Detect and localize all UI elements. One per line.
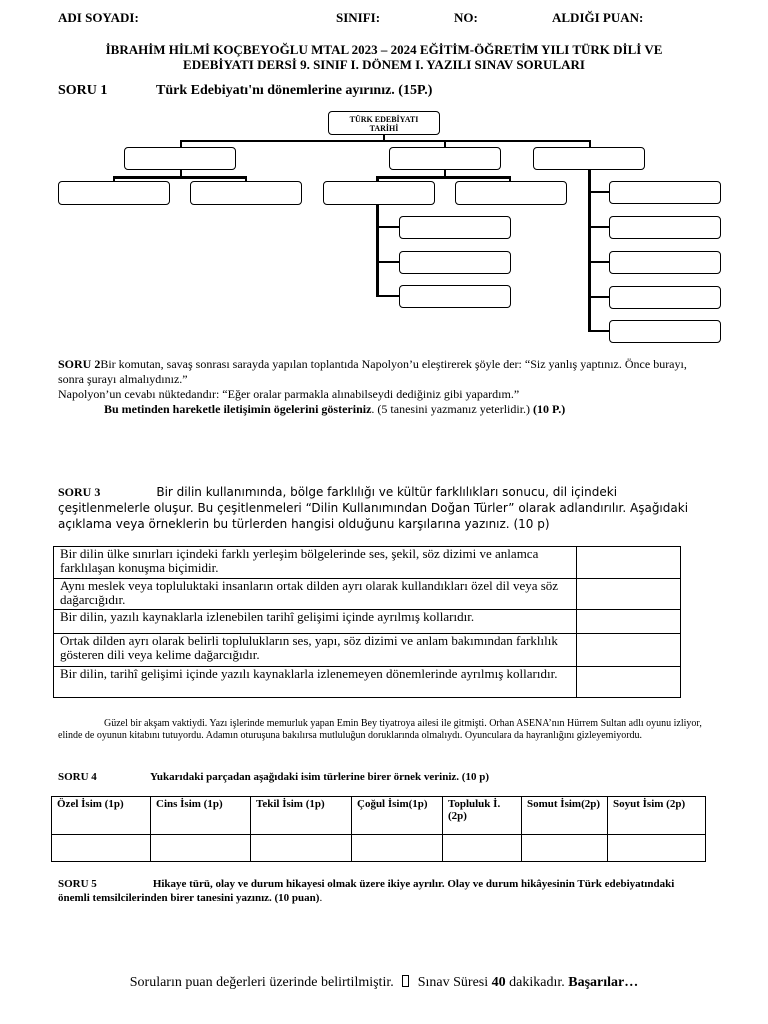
q2-note: . (5 tanesini yazmanız yeterlidir.): [371, 402, 531, 416]
q3-answer-cell[interactable]: [577, 610, 681, 634]
column-header: Topluluk İ. (2p): [443, 797, 522, 835]
column-header: Tekil İsim (1p): [251, 797, 352, 835]
q5-text: Hikaye türü, olay ve durum hikayesi olmak üzere ikiye ayrılır. Olay ve durum hikâyesinin Türk edebiyatındaki önemli temsilcilerinden birer tanesini yazınız. (10 puan): [58, 878, 675, 904]
answer-box-period-1[interactable]: [124, 147, 236, 170]
q4-answer-cell[interactable]: [522, 835, 608, 862]
diagram-line: [588, 330, 610, 332]
diagram-line: [588, 296, 610, 298]
diagram-line: [376, 226, 400, 228]
q3-table: [53, 546, 681, 698]
footer-points-note: Soruların puan değerleri üzerinde belirtilmiştir.: [129, 975, 394, 990]
column-header: Somut İsim(2p): [522, 797, 608, 835]
answer-box-3a[interactable]: [609, 181, 721, 204]
root-box-line1: TÜRK EDEBİYATI: [349, 115, 419, 124]
footer-duration-unit: dakikadır.: [509, 975, 565, 990]
q2-instruction: Bu metinden hareketle iletişimin ögelerini gösteriniz: [104, 402, 372, 416]
answer-box-period-2[interactable]: [389, 147, 501, 170]
column-header: Çoğul İsim(1p): [352, 797, 443, 835]
q3-text: Bir dilin kullanımında, bölge farklılığı ve kültür farklılıkları sonucu, dil içindeki çeşitlenmelerle oluşur. Bu çeşitlenmeleri “Dilin Kullanımından Doğan Türler” olarak adlandırılır. Aşağıdaki açıklama veya örneklerin bu türlerden hangisi olduğunu karşılarına yazınız. (10 p): [58, 485, 689, 531]
number-label: NO:: [454, 10, 478, 25]
column-header: Özel İsim (1p): [52, 797, 151, 835]
diagram-line: [588, 226, 610, 228]
answer-box-3e[interactable]: [609, 320, 721, 343]
name-label: ADI SOYADI:: [58, 10, 139, 25]
q2-text: Bir komutan, savaş sonrası sarayda yapılan toplantıda Napolyon’u eleştirerek şöyle der: “Siz yanlış yaptınız. Önce burayı, sonra şurayı almalıydınız.”: [58, 357, 687, 386]
diagram-line: [180, 140, 591, 142]
q4-table: [51, 796, 706, 862]
diagram-line: [588, 191, 610, 193]
footer-minutes: 40: [491, 975, 506, 990]
column-header: Cins İsim (1p): [151, 797, 251, 835]
answer-box-1b[interactable]: [190, 181, 302, 205]
answer-box-1a[interactable]: [58, 181, 170, 205]
q3-answer-cell[interactable]: [577, 634, 681, 667]
class-label: SINIFI:: [336, 10, 381, 25]
diagram-line: [376, 176, 511, 179]
q3-row-text: Bir dilin ülke sınırları içindeki farklı yerleşim bölgelerinde ses, şekil, söz dizimi ve anlamca farklılaşan konuşma biçimidir.: [54, 547, 577, 579]
q5-block: [58, 877, 708, 905]
q3-answer-cell[interactable]: [577, 667, 681, 698]
q4-answer-cell[interactable]: [608, 835, 706, 862]
table-row: [54, 579, 681, 610]
footer-wish: Başarılar…: [568, 975, 639, 990]
answer-box-2c[interactable]: [399, 216, 511, 239]
root-box-line2: TARİHİ: [369, 124, 399, 133]
q3-answer-cell[interactable]: [577, 547, 681, 579]
q2-points: (10 P.): [533, 402, 566, 416]
q2-block: [58, 357, 698, 417]
q3-block: [58, 484, 698, 532]
q4-answer-cell[interactable]: [52, 835, 151, 862]
answer-box-3c[interactable]: [609, 251, 721, 274]
footer-bullet-icon: [402, 975, 409, 987]
q3-row-text: Aynı meslek veya topluluktaki insanların ortak dilden ayrı olarak kullandıkları özel dil veya söz dağarcığıdır.: [54, 579, 577, 610]
reading-passage: [58, 718, 710, 742]
answer-box-2a[interactable]: [323, 181, 435, 205]
diagram-root-box: [328, 111, 440, 135]
q4-answer-cell[interactable]: [352, 835, 443, 862]
answer-box-period-3[interactable]: [533, 147, 645, 170]
diagram-line: [588, 261, 610, 263]
answer-box-2d[interactable]: [399, 251, 511, 274]
q4-label: SORU 4: [58, 771, 97, 783]
diagram-line: [376, 261, 400, 263]
table-row: [54, 634, 681, 667]
q4-answer-cell[interactable]: [251, 835, 352, 862]
diagram-line: [113, 176, 247, 179]
q3-answer-cell[interactable]: [577, 579, 681, 610]
table-header-row: [52, 797, 706, 835]
table-row: [54, 610, 681, 634]
q2-label: SORU 2: [58, 357, 101, 371]
q4-answer-cell[interactable]: [443, 835, 522, 862]
table-row: [54, 667, 681, 698]
q3-row-text: Bir dilin, yazılı kaynaklarla izlenebilen tarihî gelişimi içinde ayrılmış kollarıdır.: [54, 610, 577, 634]
q3-row-text: Bir dilin, tarihî gelişimi içinde yazılı kaynaklarla izlenemeyen dönemlerinde ayrılmış kollarıdır.: [54, 667, 577, 698]
score-label: ALDIĞI PUAN:: [552, 10, 644, 25]
exam-title: [58, 42, 710, 72]
table-row: [52, 835, 706, 862]
q4-answer-cell[interactable]: [151, 835, 251, 862]
diagram-line: [376, 295, 400, 297]
q1-text: Türk Edebiyatı'nı dönemlerine ayırınız. (15P.): [156, 83, 433, 98]
exam-title-line2: EDEBİYATI DERSİ 9. SINIF I. DÖNEM I. YAZILI SINAV SORULARI: [183, 57, 585, 72]
answer-box-2e[interactable]: [399, 285, 511, 308]
exam-footer: [0, 975, 768, 991]
q1-label: SORU 1: [58, 83, 108, 98]
q5-end: .: [319, 892, 323, 904]
answer-box-3d[interactable]: [609, 286, 721, 309]
answer-box-2b[interactable]: [455, 181, 567, 205]
q2-answer-quote: Napolyon’un cevabı nüktedandır: “Eğer oralar parmakla alınabilseydi dediğiniz gibi yapardım.”: [58, 387, 520, 401]
exam-title-line1: İBRAHİM HİLMİ KOÇBEYOĞLU MTAL 2023 – 2024 EĞİTİM-ÖĞRETİM YILI TÜRK DİLİ VE: [105, 42, 663, 57]
column-header: Soyut İsim (2p): [608, 797, 706, 835]
diagram-line: [588, 170, 591, 332]
answer-box-3b[interactable]: [609, 216, 721, 239]
q4-text: Yukarıdaki parçadan aşağıdaki isim türlerine birer örnek veriniz. (10 p): [150, 771, 489, 783]
passage-text: Güzel bir akşam vaktiydi. Yazı işlerinde memurluk yapan Emin Bey tiyatroya ailesi ile gitmişti. Orhan ASENA’nın Hürrem Sultan adlı oyunu izliyor, elinde de oyunun kitabını tutuyordu. Adamın oturuşuna bakılırsa mutluluğun doruklarında olmalıydı. Oyunculara da hayranlığını gizleyemiyordu.: [58, 718, 702, 741]
q3-label: SORU 3: [58, 485, 101, 499]
footer-duration-text: Sınav Süresi: [417, 975, 489, 990]
q5-label: SORU 5: [58, 878, 97, 890]
q3-row-text: Ortak dilden ayrı olarak belirli toplulukların ses, yapı, söz dizimi ve anlam bakımından farklılık gösteren dili veya kelime dağarcığıdır.: [54, 634, 577, 667]
table-row: [54, 547, 681, 579]
